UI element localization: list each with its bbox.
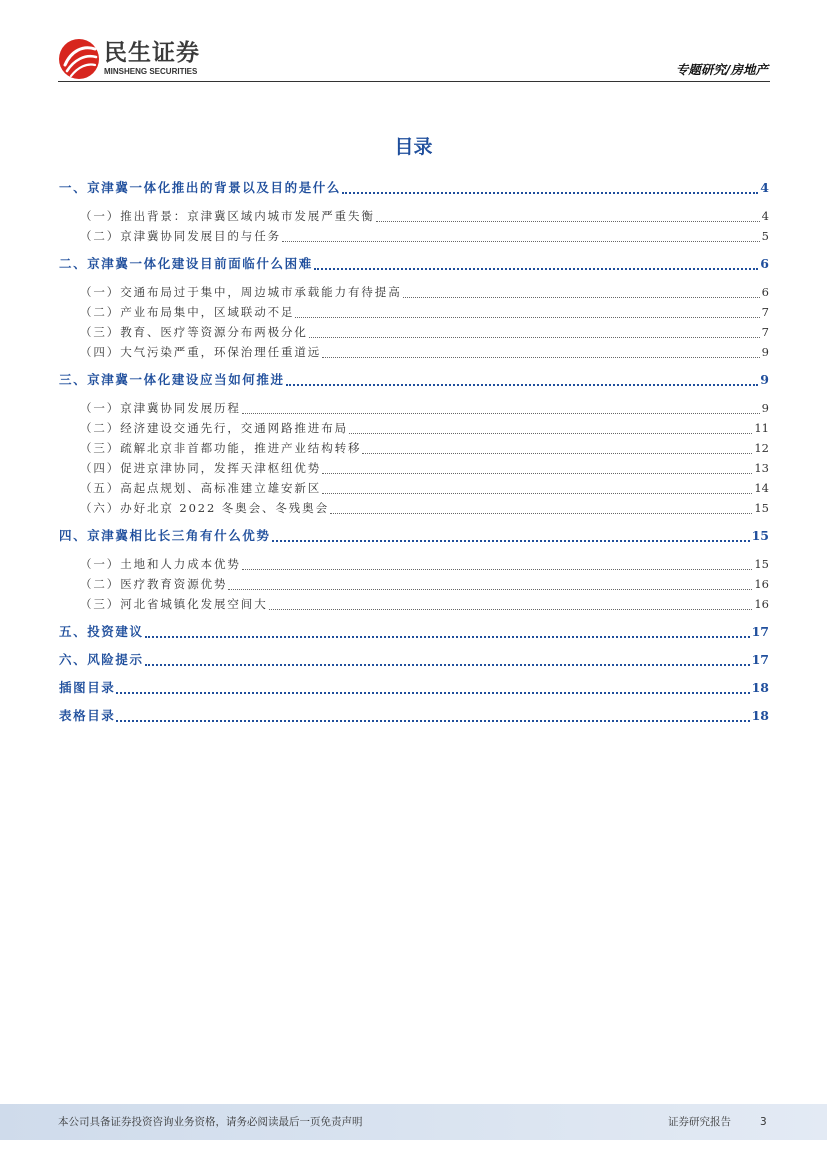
toc-entry-label: 插图目录 <box>59 680 116 695</box>
toc-subsection-entry[interactable] <box>59 398 769 418</box>
toc-section-entry[interactable] <box>59 370 769 390</box>
toc-section-entry[interactable] <box>59 622 769 642</box>
toc-entry-page: 7 <box>761 305 769 319</box>
toc-entry-page: 9 <box>760 372 769 387</box>
toc-entry-page: 5 <box>761 229 769 243</box>
toc-entry-label: （一）推出背景：京津冀区域内城市发展严重失衡 <box>80 209 375 223</box>
toc-entry-label: （三）河北省城镇化发展空间大 <box>80 597 268 611</box>
page-title: 目录 <box>394 136 433 158</box>
minsheng-logo-icon <box>58 38 100 80</box>
dot-leader <box>322 473 752 474</box>
toc-subsection-entry[interactable] <box>59 458 769 478</box>
toc-entry-page: 18 <box>751 708 769 723</box>
logo-wordmark-cn: 民生证券 <box>104 40 200 66</box>
company-logo <box>58 37 218 81</box>
footer-disclaimer: 本公司具备证券投资咨询业务资格，请务必阅读最后一页免责声明 <box>58 1116 363 1128</box>
dot-leader <box>286 384 759 386</box>
toc-entry-label: （二）医疗教育资源优势 <box>80 577 228 591</box>
toc-subsection-entry[interactable] <box>59 226 769 246</box>
toc-entry-page: 7 <box>761 325 769 339</box>
toc-subsection-entry[interactable] <box>59 438 769 458</box>
dot-leader <box>342 192 758 194</box>
dot-leader <box>295 317 759 318</box>
toc-entry-label: （一）土地和人力成本优势 <box>80 557 241 571</box>
toc-subsection-entry[interactable] <box>59 554 769 574</box>
footer-bar <box>0 1104 827 1140</box>
toc-entry-label: （六）办好北京 2022 冬奥会、冬残奥会 <box>80 501 329 515</box>
toc-subsection-entry[interactable] <box>59 594 769 614</box>
dot-leader <box>269 609 753 610</box>
toc-entry-page: 16 <box>754 597 769 611</box>
toc-entry-page: 6 <box>760 256 769 271</box>
dot-leader <box>228 589 752 590</box>
toc-entry-label: （三）疏解北京非首都功能，推进产业结构转移 <box>80 441 362 455</box>
toc-entry-page: 9 <box>761 345 769 359</box>
toc-entry-page: 15 <box>754 501 769 515</box>
toc-section-entry[interactable] <box>59 650 769 670</box>
toc-subsection-entry[interactable] <box>59 574 769 594</box>
dot-leader <box>330 513 752 514</box>
header-divider <box>58 81 770 82</box>
toc-subsection-entry[interactable] <box>59 418 769 438</box>
toc-entry-page: 15 <box>754 557 769 571</box>
toc-subsection-entry[interactable] <box>59 342 769 362</box>
toc-entry-page: 14 <box>754 481 769 495</box>
dot-leader <box>309 337 760 338</box>
toc-entry-label: （二）产业布局集中，区域联动不足 <box>80 305 295 319</box>
toc-entry-label: 二、京津冀一体化建设目前面临什么困难 <box>59 256 313 271</box>
toc-list <box>59 170 769 734</box>
toc-entry-label: （三）教育、医疗等资源分布两极分化 <box>80 325 308 339</box>
toc-subsection-entry[interactable] <box>59 302 769 322</box>
toc-entry-page: 12 <box>754 441 769 455</box>
dot-leader <box>349 433 752 434</box>
toc-section-entry[interactable] <box>59 178 769 198</box>
toc-entry-label: （四）大气污染严重，环保治理任重道远 <box>80 345 322 359</box>
dot-leader <box>145 664 750 666</box>
toc-entry-label: （一）京津冀协同发展历程 <box>80 401 241 415</box>
toc-section-entry[interactable] <box>59 254 769 274</box>
toc-subsection-entry[interactable] <box>59 478 769 498</box>
toc-entry-page: 17 <box>751 652 769 667</box>
dot-leader <box>116 720 749 722</box>
dot-leader <box>362 453 752 454</box>
toc-subsection-entry[interactable] <box>59 498 769 518</box>
toc-entry-label: （一）交通布局过于集中，周边城市承载能力有待提高 <box>80 285 402 299</box>
toc-entry-label: （二）京津冀协同发展目的与任务 <box>80 229 281 243</box>
toc-subsection-entry[interactable] <box>59 206 769 226</box>
toc-entry-page: 11 <box>754 421 769 435</box>
toc-entry-page: 15 <box>751 528 769 543</box>
page-number: 3 <box>760 1116 767 1128</box>
dot-leader <box>376 221 760 222</box>
toc-entry-page: 16 <box>754 577 769 591</box>
dot-leader <box>116 692 749 694</box>
dot-leader <box>403 297 760 298</box>
toc-entry-label: （二）经济建设交通先行，交通网路推进布局 <box>80 421 348 435</box>
toc-entry-page: 4 <box>760 180 769 195</box>
toc-entry-page: 17 <box>751 624 769 639</box>
dot-leader <box>322 357 759 358</box>
dot-leader <box>242 569 753 570</box>
toc-section-entry[interactable] <box>59 678 769 698</box>
toc-entry-page: 4 <box>761 209 769 223</box>
logo-wordmark-en: MINSHENG SECURITIES <box>104 67 198 76</box>
footer-report-type: 证券研究报告 <box>668 1116 731 1128</box>
toc-subsection-entry[interactable] <box>59 322 769 342</box>
dot-leader <box>272 540 750 542</box>
toc-entry-label: 四、京津冀相比长三角有什么优势 <box>59 528 271 543</box>
dot-leader <box>322 493 752 494</box>
toc-entry-page: 6 <box>761 285 769 299</box>
report-category: 专题研究/房地产 <box>675 62 768 77</box>
toc-entry-label: （四）促进京津协同，发挥天津枢纽优势 <box>80 461 322 475</box>
toc-entry-page: 18 <box>751 680 769 695</box>
toc-entry-label: 一、京津冀一体化推出的背景以及目的是什么 <box>59 180 342 195</box>
toc-entry-label: （五）高起点规划、高标准建立雄安新区 <box>80 481 322 495</box>
toc-subsection-entry[interactable] <box>59 282 769 302</box>
dot-leader <box>242 413 760 414</box>
dot-leader <box>282 241 760 242</box>
toc-entry-label: 六、风险提示 <box>59 652 144 667</box>
dot-leader <box>314 268 758 270</box>
toc-entry-label: 三、京津冀一体化建设应当如何推进 <box>59 372 285 387</box>
toc-section-entry[interactable] <box>59 526 769 546</box>
toc-section-entry[interactable] <box>59 706 769 726</box>
toc-entry-label: 表格目录 <box>59 708 116 723</box>
toc-entry-page: 9 <box>761 401 769 415</box>
toc-entry-page: 13 <box>754 461 769 475</box>
dot-leader <box>145 636 750 638</box>
toc-entry-label: 五、投资建议 <box>59 624 144 639</box>
